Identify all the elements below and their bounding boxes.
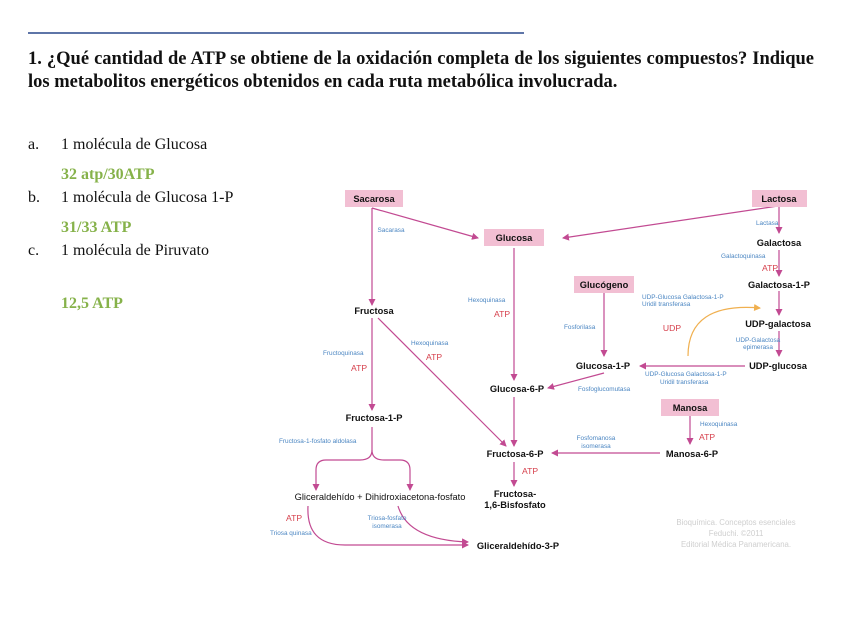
fructosa-label: Fructosa <box>354 306 394 316</box>
triosas-label: Gliceraldehído + Dihidroxiacetona-fosfato <box>294 492 466 502</box>
udp-transferasa-bot-label-1: UDP-Glucosa Galactosa-1-P <box>645 371 727 378</box>
manosa6p-label: Manosa-6-P <box>665 449 719 459</box>
hexoquinasa-label-2: Hexoquinasa <box>411 340 449 347</box>
atp-fructoquinasa: ATP <box>351 363 368 373</box>
fosfoglucomutasa-label: Fosfoglucomutasa <box>578 386 631 393</box>
udp-galactosa-label: UDP-galactosa <box>745 319 811 329</box>
credit-line-2: Feduchi. ©2011 <box>708 529 764 538</box>
option-c-letter: c. <box>28 242 40 259</box>
galactoquinasa-label: Galactoquinasa <box>721 253 766 260</box>
sacarasa-label: Sacarasa <box>377 227 405 234</box>
arrow-aldolasa-gliceraldehido <box>316 427 372 490</box>
glucosa6p-label: Glucosa-6-P <box>489 384 545 394</box>
atp-hexoquinasa-manosa: ATP <box>699 432 716 442</box>
epimerasa-label-1: UDP-Galactosa <box>735 337 781 344</box>
option-a-text: 1 molécula de Glucosa <box>61 136 208 153</box>
answer-a: 32 atp/30ATP <box>61 166 155 183</box>
atp-fosfofructoquinasa: ATP <box>522 466 539 476</box>
credit-line-3: Editorial Médica Panamericana. <box>680 540 792 549</box>
answer-c: 12,5 ATP <box>61 295 123 312</box>
fosfomanosa-isomerasa-label-2: isomerasa <box>581 443 611 450</box>
hexoquinasa-label-1: Hexoquinasa <box>468 297 506 304</box>
fructosa16bp-label-2: 1,6-Bisfosfato <box>484 500 546 510</box>
option-b-letter: b. <box>28 189 40 206</box>
manosa-label: Manosa <box>672 403 708 413</box>
arrow-fructosa-fructosa6p <box>378 318 506 446</box>
lactasa-label: Lactasa <box>756 220 779 227</box>
triosa-quinasa-label: Triosa quinasa <box>270 530 312 537</box>
atp-triosa-quinasa: ATP <box>286 513 303 523</box>
glucosa-label: Glucosa <box>495 233 533 243</box>
galactosa1p-label: Galactosa-1-P <box>747 280 811 290</box>
answer-b: 31/33 ATP <box>61 219 132 236</box>
option-b-text: 1 molécula de Glucosa 1-P <box>61 189 234 206</box>
arrow-dhap-g3p <box>398 506 468 542</box>
triosa-fosfato-isomerasa-label-1: Triosa-fosfato <box>367 515 407 522</box>
fosfomanosa-isomerasa-label-1: Fosfomanosa <box>576 435 616 442</box>
fructosa1p-label: Fructosa-1-P <box>345 413 403 423</box>
glucosa1p-label: Glucosa-1-P <box>575 361 631 371</box>
question-text: 1. ¿Qué cantidad de ATP se obtiene de la oxidación completa de los siguientes compuestos? Indique los metabolitos energéticos obtenidos en cada ruta metabólica involucrada. <box>28 49 814 92</box>
udp-label: UDP <box>662 323 682 333</box>
fosforilasa-label: Fosforilasa <box>564 324 596 331</box>
gliceraldehido3p-label: Gliceraldehído-3-P <box>476 541 560 551</box>
udp-transferasa-top-label-1: UDP-Glucosa Galactosa-1-P <box>642 294 724 301</box>
glucogeno-label: Glucógeno <box>579 280 629 290</box>
atp-galactoquinasa: ATP <box>762 263 779 273</box>
atp-hexoquinasa-glucosa: ATP <box>494 309 511 319</box>
fructoquinasa-label: Fructoquinasa <box>323 350 364 357</box>
fructosa6p-label: Fructosa-6-P <box>486 449 544 459</box>
epimerasa-label-2: epimerasa <box>743 344 773 351</box>
option-c-text: 1 molécula de Piruvato <box>61 242 209 259</box>
option-a-letter: a. <box>28 136 40 153</box>
atp-hexoquinasa-fructosa: ATP <box>426 352 443 362</box>
hexoquinasa-label-3: Hexoquinasa <box>700 421 738 428</box>
udp-transferasa-top-label-2: Uridil transferasa <box>642 301 691 308</box>
galactosa-label: Galactosa <box>756 238 802 248</box>
arrow-lactosa-glucosa <box>563 206 778 238</box>
credit-line-1: Bioquímica. Conceptos esenciales <box>676 518 796 527</box>
udp-glucosa-label: UDP-glucosa <box>749 361 807 371</box>
fructosa1p-aldolasa-label: Fructosa-1-fosfato aldolasa <box>279 438 357 445</box>
fructosa16bp-label-1: Fructosa- <box>493 489 537 499</box>
lactosa-label: Lactosa <box>761 194 797 204</box>
arrow-aldolasa-dihidroxiacetona <box>372 450 410 490</box>
triosa-fosfato-isomerasa-label-2: isomerasa <box>372 523 402 530</box>
sacarosa-label: Sacarosa <box>353 194 395 204</box>
udp-transferasa-bot-label-2: Uridil transferasa <box>660 379 709 386</box>
